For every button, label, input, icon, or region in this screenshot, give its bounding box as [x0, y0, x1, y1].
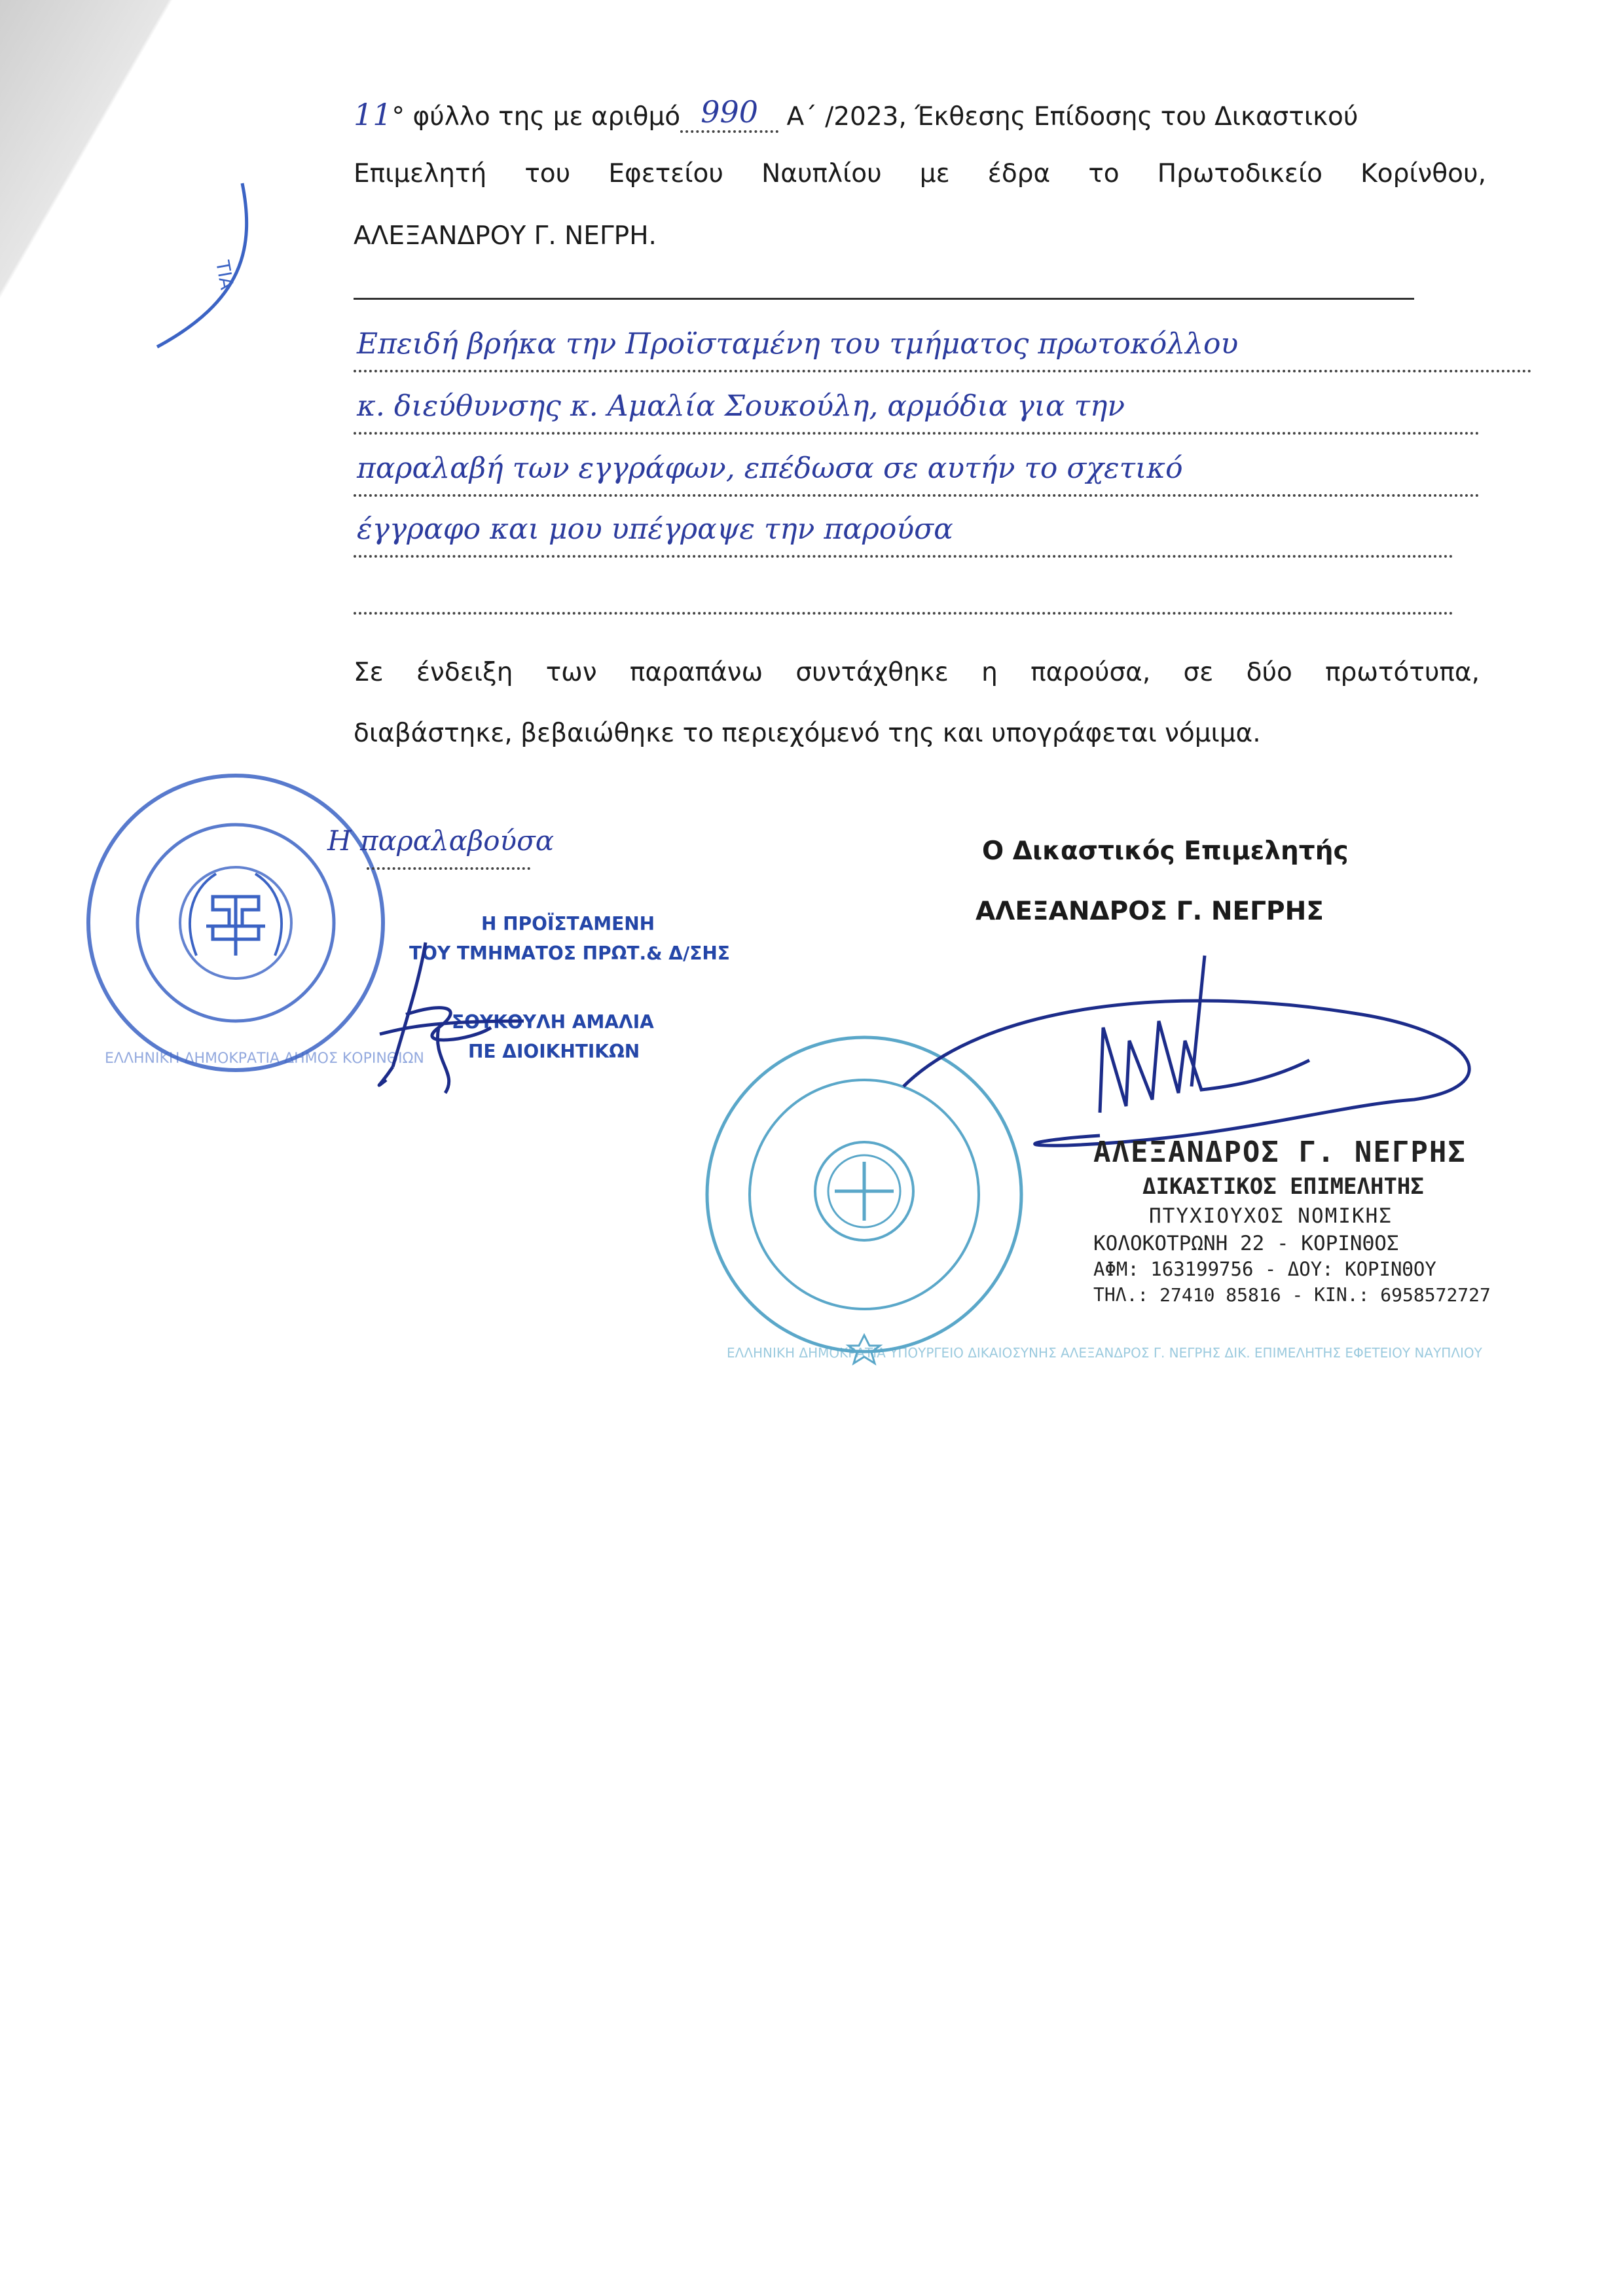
closing-line-2: διαβάστηκε, βεβαιώθηκε το περιεχόμενό της και υπογράφεται νόμιμα.: [354, 719, 1261, 748]
handwritten-line-4: έγγραφο και μου υπέγραψε την παρούσα: [357, 512, 953, 546]
bailiff-name: ΑΛΕΞΑΝΔΡΟΣ Γ. ΝΕΓΡΗΣ: [976, 897, 1324, 926]
header-separator: [354, 298, 1414, 300]
handwritten-line-1: Επειδή βρήκα την Προϊσταμένη του τμήματος πρωτοκόλλου: [357, 327, 1239, 361]
dotted-line-3: [354, 494, 1480, 497]
recipient-stamp-line-4: ΠΕ ΔΙΟΙΚΗΤΙΚΩΝ: [468, 1041, 640, 1062]
stamp-phone: ΤΗΛ.: 27410 85816 - ΚΙΝ.: 6958572727: [1093, 1284, 1491, 1306]
header-line-1: 11° φύλλο της με αριθμό 990 Α΄ /2023, Έκθεσης Επίδοσης του Δικαστικού: [354, 94, 1359, 132]
header-line-2: Επιμελητή του Εφετείου Ναυπλίου με έδρα το Πρωτοδικείο Κορίνθου,: [354, 159, 1486, 188]
stamp-tax: ΑΦΜ: 163199756 - ΔΟΥ: ΚΟΡΙΝΘΟΥ: [1093, 1258, 1436, 1280]
header-line-3: ΑΛΕΞΑΝΔΡΟΥ Γ. ΝΕΓΡΗ.: [354, 221, 657, 251]
stamp-name: ΑΛΕΞΑΝΔΡΟΣ Γ. ΝΕΓΡΗΣ: [1093, 1136, 1467, 1169]
recipient-dotted-line: [367, 867, 530, 870]
report-number-field: [680, 94, 778, 133]
closing-line-1: Σε ένδειξη των παραπάνω συντάχθηκε η παρούσα, σε δύο πρωτότυπα,: [354, 658, 1480, 687]
recipient-stamp-line-3: ΣΟΥΚΟΥΛΗ ΑΜΑΛΙΑ: [452, 1011, 654, 1033]
municipality-seal-text: ΕΛΛΗΝΙΚΗ ΔΗΜΟΚΡΑΤΙΑ ΔΗΜΟΣ ΚΟΡΙΝΘΙΩΝ: [105, 1050, 424, 1067]
handwritten-line-3: παραλαβή των εγγράφων, επέδωσα σε αυτήν το σχετικό: [357, 452, 1183, 485]
recipient-stamp-line-2: ΤΟΥ ΤΜΗΜΑΤΟΣ ΠΡΩΤ.& Δ/ΣΗΣ: [409, 942, 730, 964]
stamp-address: ΚΟΛΟΚΟΤΡΩΝΗ 22 - ΚΟΡΙΝΘΟΣ: [1093, 1232, 1399, 1255]
recipient-stamp-line-1: Η ΠΡΟΪΣΤΑΜΕΝΗ: [481, 913, 655, 935]
recipient-signature: [367, 929, 537, 1100]
stamp-role: ΔΙΚΑΣΤΙΚΟΣ ΕΠΙΜΕΛΗΤΗΣ: [1142, 1174, 1424, 1200]
dotted-line-4: [354, 555, 1453, 558]
partial-stamp-mark: [144, 170, 262, 367]
report-number: 990: [701, 94, 759, 130]
municipality-seal: [72, 766, 399, 1080]
bailiff-signature: [903, 942, 1525, 1165]
stamp-degree: ΠΤΥΧΙΟΥΧΟΣ ΝΟΜΙΚΗΣ: [1149, 1204, 1393, 1228]
bailiff-title: Ο Δικαστικός Επιμελητής: [982, 836, 1349, 866]
dotted-line-1: [354, 370, 1532, 372]
svg-text:ΤΙΑ: ΤΙΑ: [211, 259, 238, 292]
dotted-line-2: [354, 432, 1480, 435]
handwritten-line-2: κ. διεύθυνσης κ. Αμαλία Σουκούλη, αρμόδια για την: [357, 389, 1125, 423]
bailiff-seal-text: ΕΛΛΗΝΙΚΗ ΔΗΜΟΚΡΑΤΙΑ ΥΠΟΥΡΓΕΙΟ ΔΙΚΑΙΟΣΥΝΗΣ ΑΛΕΞΑΝΔΡΟΣ Γ. ΝΕΓΡΗΣ ΔΙΚ. ΕΠΙΜΕΛΗΤΗΣ ΕΦΕΤΕΙΟΥ ΝΑΥΠΛΙΟΥ: [727, 1345, 1482, 1361]
sheet-number: 11: [354, 97, 392, 132]
dotted-line-5: [354, 612, 1453, 615]
recipient-handwritten-label: Η παραλαβούσα: [327, 825, 555, 857]
